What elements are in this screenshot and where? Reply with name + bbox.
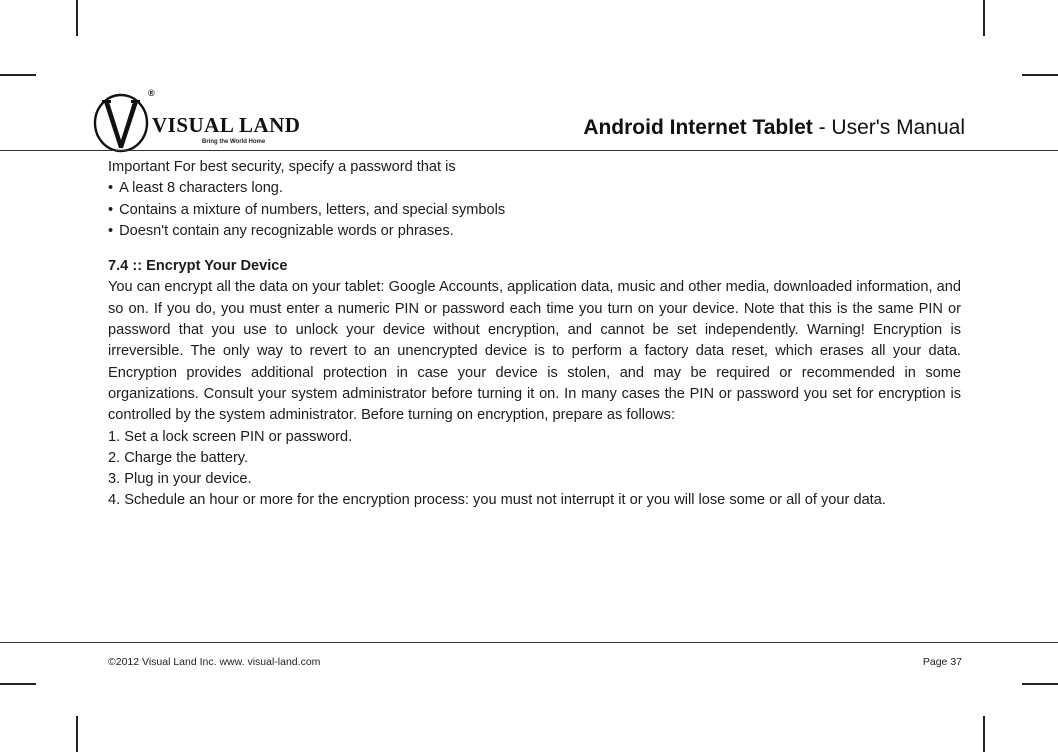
brand-name: VISUAL LAND: [152, 113, 301, 137]
crop-mark-right-bottom: [1022, 683, 1058, 685]
intro-bullet-3: • Doesn't contain any recognizable words or phrases.: [108, 221, 961, 242]
step-3: 3. Plug in your device.: [108, 471, 252, 488]
registered-mark: ®: [148, 88, 155, 98]
step-4: 4. Schedule an hour or more for the encryption process: you must not interrupt it or you will lose some or all of your data.: [108, 492, 886, 509]
v-circle-logo-icon: [92, 88, 152, 154]
footer-rule: [0, 642, 1058, 643]
crop-mark-bottom-left: [76, 716, 78, 752]
section-body: You can encrypt all the data on your tablet: Google Accounts, application data, music and other media, downloaded information, and so on. If you do, you must enter a numeric PIN or password each time you turn on your device. Note that this is the same PIN or password that you use to unlock your device without encryption, and cannot be set independently. Warning! Encryption is irreversible. The only way to revert to an unencrypted device is to perform a factory data reset, which erases all your data. Encryption provides additional protection in case your device is stolen, and may be required or recommended in some organizations. Consult your system administrator before turning it on. In many cases the PIN or password you set for encryption is controlled by the system administrator. Before turning on encryption, prepare as follows:: [108, 279, 961, 424]
footer-page-number: Page 37: [922, 656, 962, 668]
page-content: [108, 157, 961, 512]
crop-mark-bottom-right: [983, 716, 985, 752]
intro-bullet-2: • Contains a mixture of numbers, letters, and special symbols: [108, 200, 961, 221]
crop-mark-left-bottom: [0, 683, 36, 685]
intro-bullet-1: • A least 8 characters long.: [108, 178, 961, 199]
step-2: 2. Charge the battery.: [108, 449, 249, 466]
step-1: 1. Set a lock screen PIN or password.: [108, 428, 353, 445]
brand-logo: [92, 88, 322, 154]
brand-tagline: Bring the World Home: [202, 139, 266, 145]
crop-mark-left-top: [0, 74, 36, 76]
crop-mark-top-left: [76, 0, 78, 36]
header-rule: [0, 150, 1058, 151]
crop-mark-right-top: [1022, 74, 1058, 76]
manual-title: [583, 116, 965, 140]
crop-mark-top-right: [983, 0, 985, 36]
manual-title-suffix: - User's Manual: [812, 116, 965, 139]
intro-line: Important For best security, specify a password that is: [108, 159, 456, 175]
footer-copyright: ©2012 Visual Land Inc. www. visual-land.com: [108, 656, 321, 668]
manual-title-product: Android Internet Tablet: [583, 116, 813, 139]
section-heading: 7.4 :: Encrypt Your Device: [108, 258, 288, 275]
